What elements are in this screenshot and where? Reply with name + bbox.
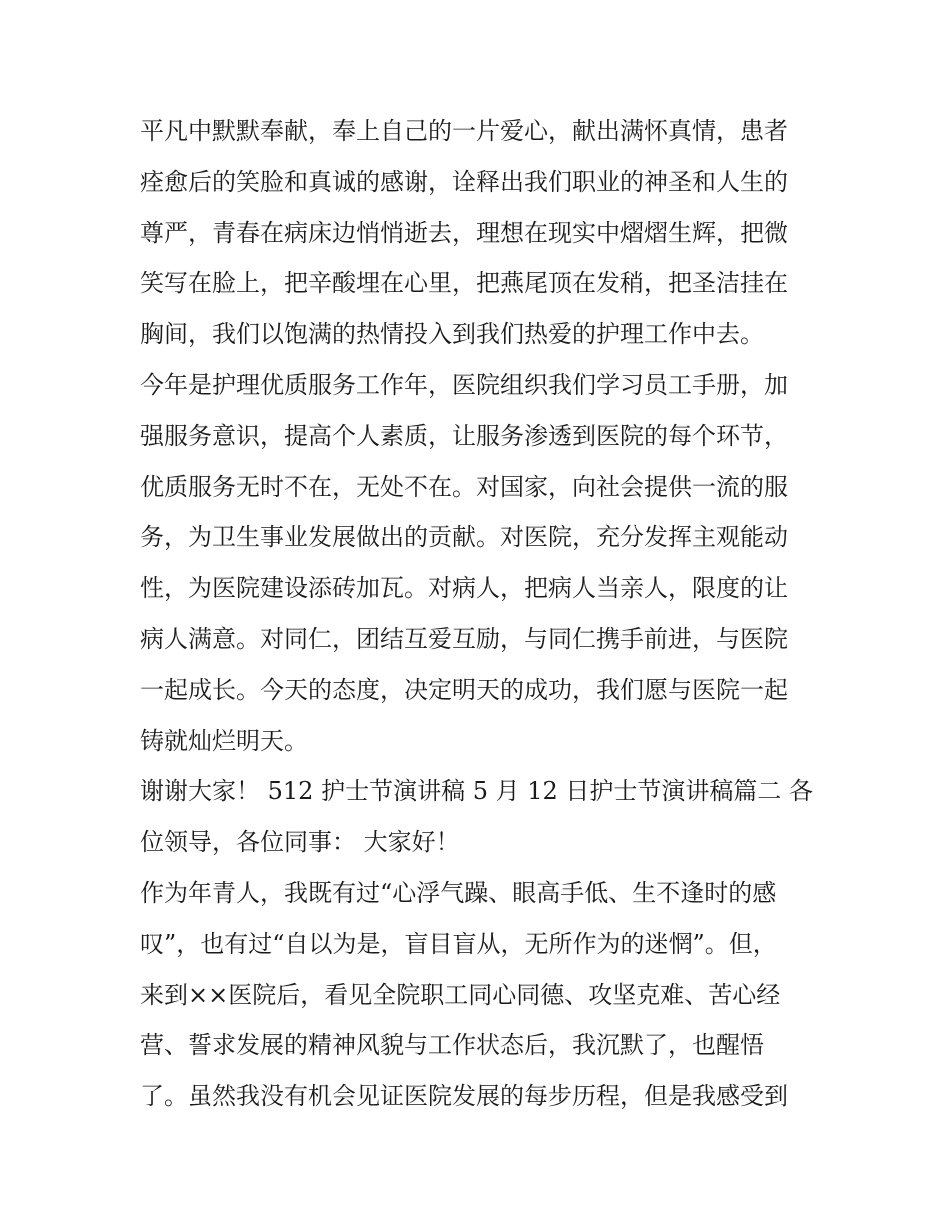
text-line: 了。虽然我没有机会见证医院发展的每步历程，但是我感受到 <box>140 1082 788 1111</box>
text-line: 性，为医院建设添砖加瓦。对病人，把病人当亲人，限度的让 <box>140 574 788 603</box>
body-text <box>140 106 820 1122</box>
text-line: 务，为卫生事业发展做出的贡献。对医院，充分发挥主观能动 <box>140 523 788 552</box>
text-line: 一起成长。今天的态度，决定明天的成功，我们愿与医院一起 <box>140 675 788 704</box>
text-line: 病人满意。对同仁，团结互爱互励，与同仁携手前进，与医院 <box>140 624 788 653</box>
text-line: 胸间，我们以饱满的热情投入到我们热爱的护理工作中去。 <box>140 320 764 349</box>
text-line: 叹”，也有过“自以为是，盲目盲从，无所作为的迷惘”。但， <box>140 929 777 958</box>
text-line: 位领导，各位同事： 大家好！ <box>140 828 460 857</box>
text-line: 铸就灿烂明天。 <box>140 726 308 755</box>
text-line: 强服务意识，提高个人素质，让服务渗透到医院的每个环节， <box>140 421 788 450</box>
text-line: 来到××医院后，看见全院职工同心同德、攻坚克难、苦心经 <box>140 980 781 1009</box>
text-line: 平凡中默默奉献，奉上自己的一片爱心，献出满怀真情，患者 <box>140 117 788 145</box>
text-line: 痊愈后的笑脸和真诚的感谢，诠释出我们职业的神圣和人生的 <box>140 167 788 196</box>
text-line: 谢谢大家！ 512 护士节演讲稿 5 月 12 日护士节演讲稿篇二 各 <box>140 777 814 806</box>
text-line: 笑写在脸上，把辛酸埋在心里，把燕尾顶在发稍，把圣洁挂在 <box>140 269 788 298</box>
text-line: 尊严，青春在病床边悄悄逝去，理想在现实中熠熠生辉，把微 <box>140 218 788 247</box>
text-line: 优质服务无时不在，无处不在。对国家，向社会提供一流的服 <box>140 472 788 501</box>
text-line: 今年是护理优质服务工作年，医院组织我们学习员工手册，加 <box>140 370 788 399</box>
text-line: 营、誓求发展的精神风貌与工作状态后，我沉默了，也醒悟 <box>140 1031 764 1060</box>
text-line: 作为年青人，我既有过“心浮气躁、眼高手低、生不逢时的感 <box>140 878 777 907</box>
